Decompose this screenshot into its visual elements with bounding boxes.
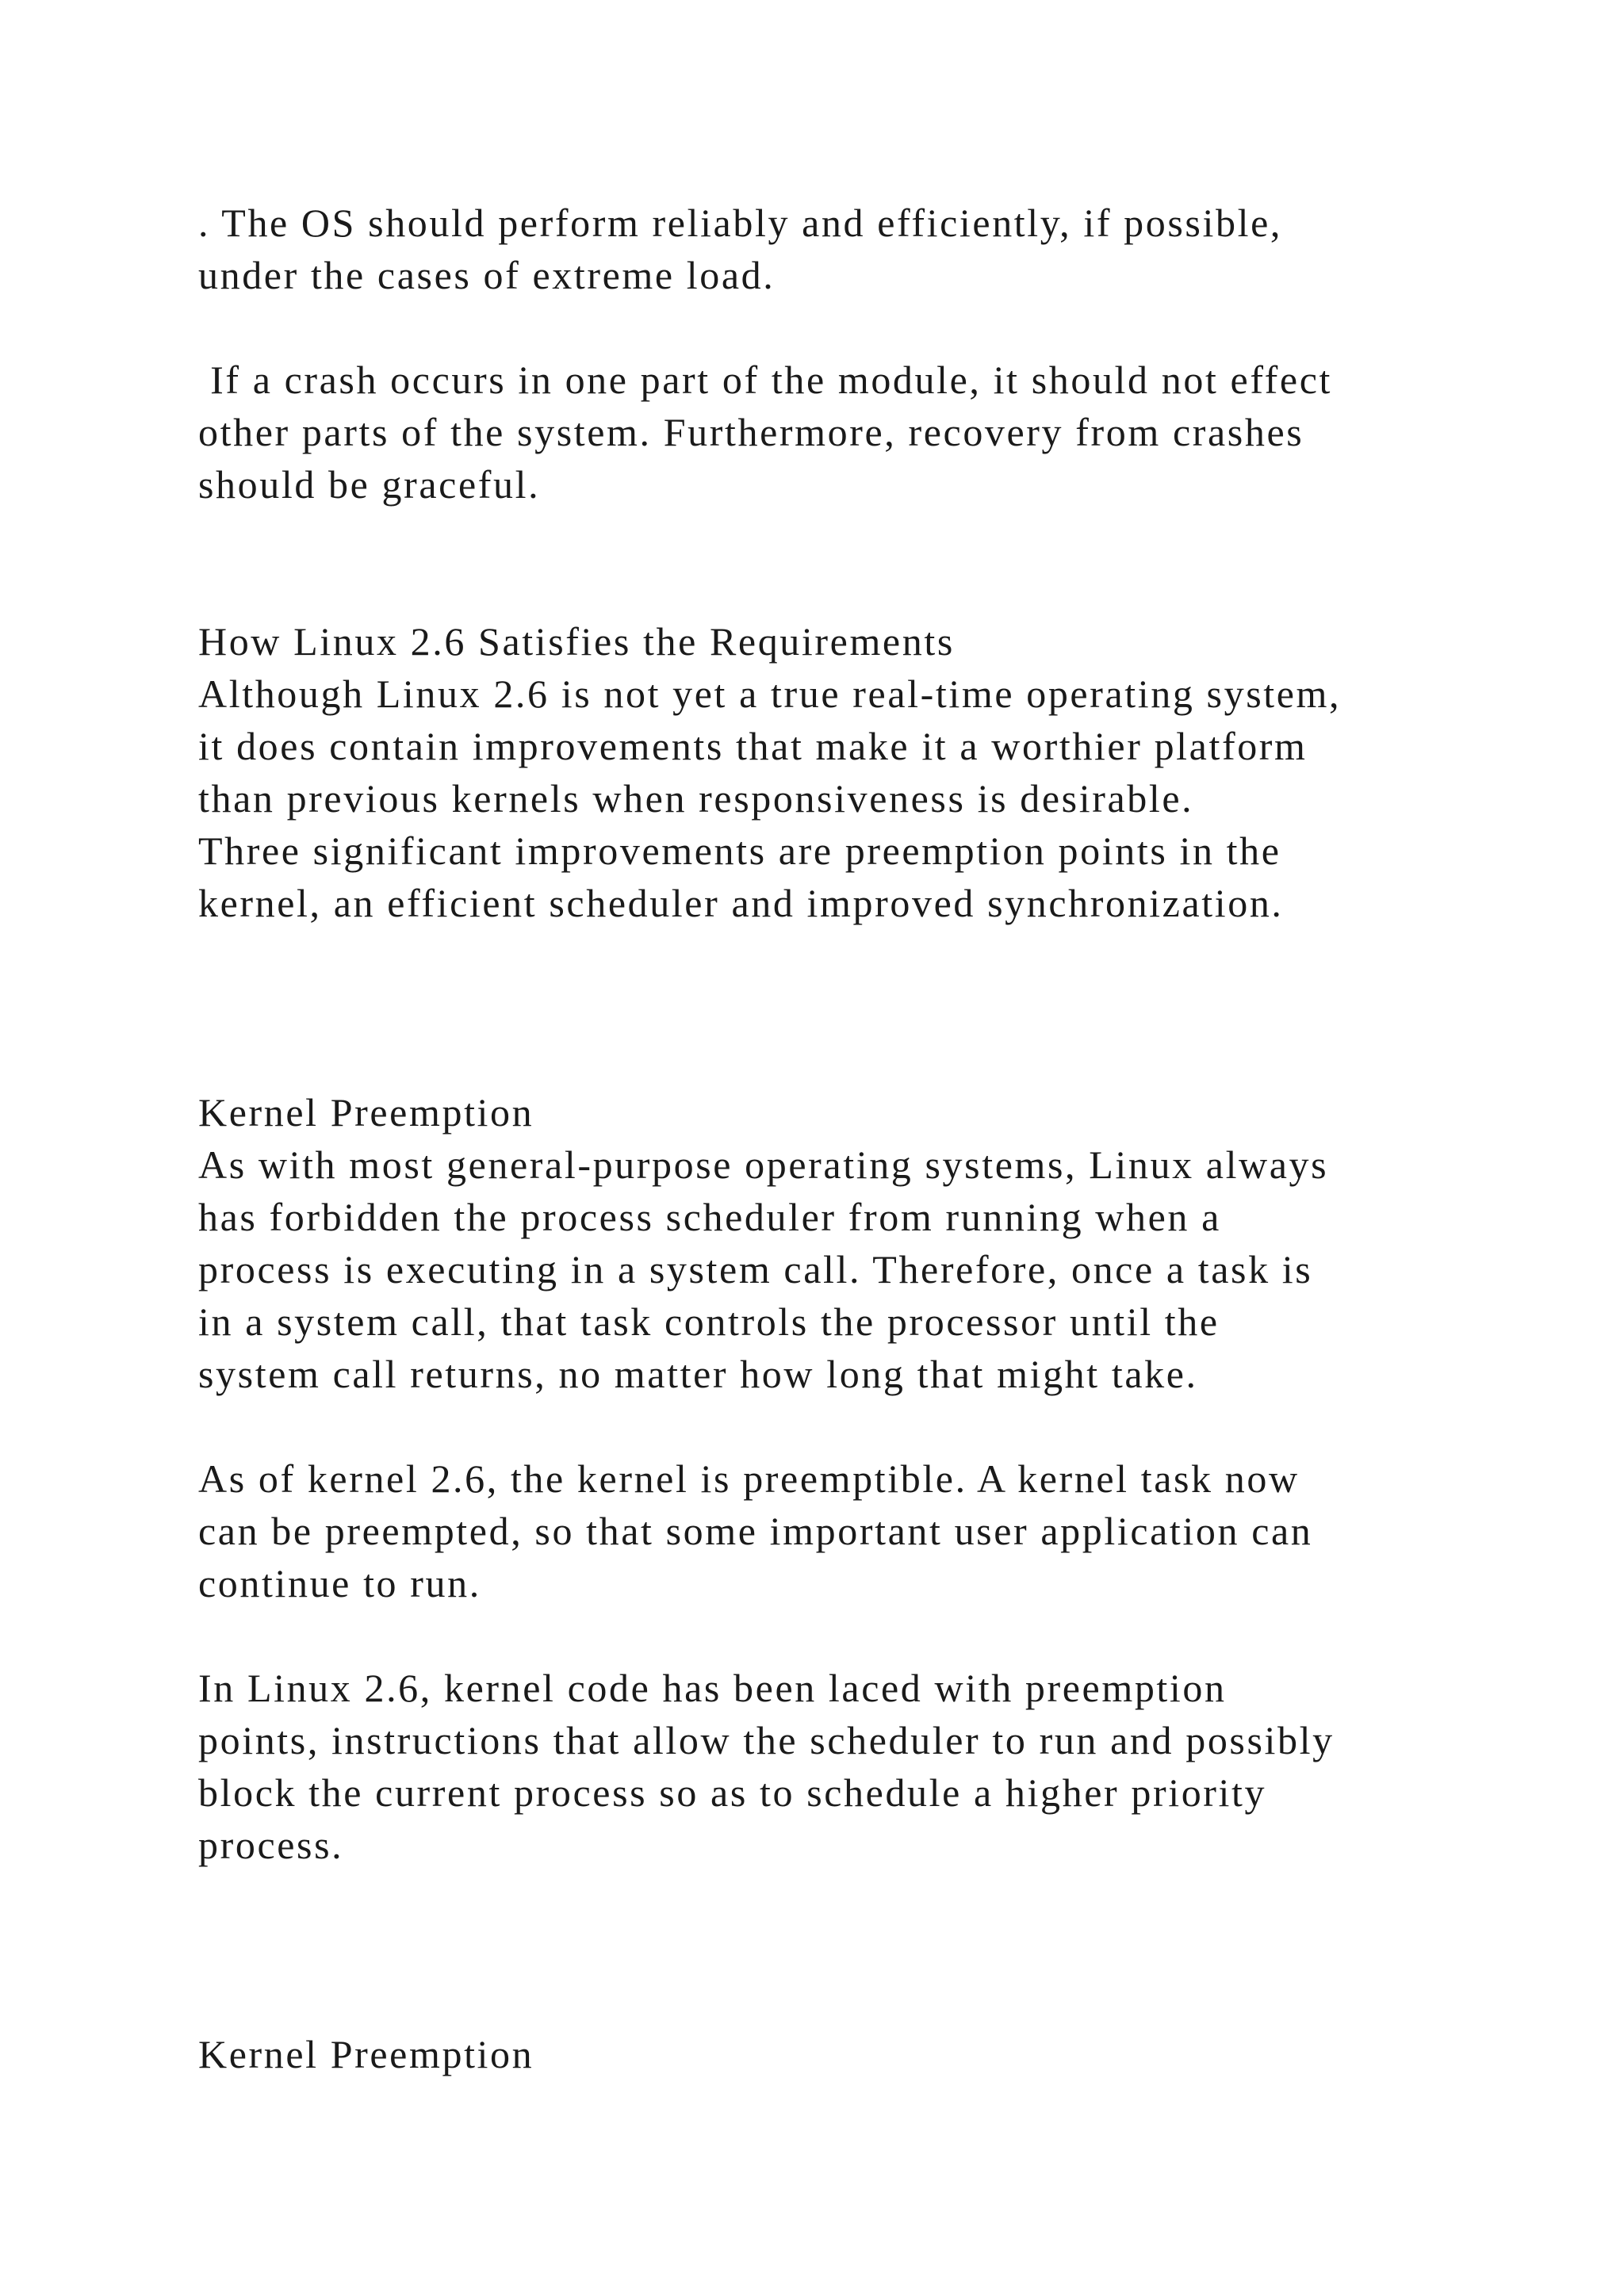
section-heading: How Linux 2.6 Satisfies the Requirements	[198, 619, 955, 664]
paragraph-line: In Linux 2.6, kernel code has been laced with preemption	[198, 1666, 1227, 1710]
paragraph-line: in a system call, that task controls the processor until the	[198, 1299, 1220, 1344]
paragraph-line: . The OS should perform reliably and efficiently, if possible,	[198, 201, 1282, 245]
paragraph-line: As of kernel 2.6, the kernel is preemptible. A kernel task now	[198, 1456, 1300, 1501]
paragraph-line: As with most general-purpose operating systems, Linux always	[198, 1142, 1329, 1187]
paragraph-line: can be preempted, so that some important user application can	[198, 1509, 1313, 1553]
paragraph-line: kernel, an efficient scheduler and improved synchronization.	[198, 881, 1284, 925]
paragraph-line: process.	[198, 1823, 344, 1867]
paragraph-line: system call returns, no matter how long that might take.	[198, 1352, 1198, 1396]
section-heading: Kernel Preemption	[198, 2032, 534, 2076]
paragraph-line: block the current process so as to schedule a higher priority	[198, 1770, 1267, 1815]
paragraph-line: than previous kernels when responsiveness is desirable.	[198, 776, 1194, 821]
paragraph-line: points, instructions that allow the scheduler to run and possibly	[198, 1718, 1335, 1762]
paragraph-line: process is executing in a system call. Therefore, once a task is	[198, 1247, 1313, 1292]
paragraph-line: Although Linux 2.6 is not yet a true real-time operating system,	[198, 672, 1342, 716]
paragraph-line: should be graceful.	[198, 462, 541, 507]
section-heading: Kernel Preemption	[198, 1090, 534, 1135]
paragraph-line: Three significant improvements are preemption points in the	[198, 828, 1281, 873]
paragraph-line: has forbidden the process scheduler from running when a	[198, 1195, 1221, 1239]
paragraph-line: continue to run.	[198, 1561, 481, 1605]
paragraph-line: under the cases of extreme load.	[198, 253, 776, 297]
paragraph-line: it does contain improvements that make it a worthier platform	[198, 724, 1308, 768]
paragraph-line: If a crash occurs in one part of the module, it should not effect	[198, 358, 1332, 402]
paragraph-line: other parts of the system. Furthermore, recovery from crashes	[198, 410, 1304, 454]
